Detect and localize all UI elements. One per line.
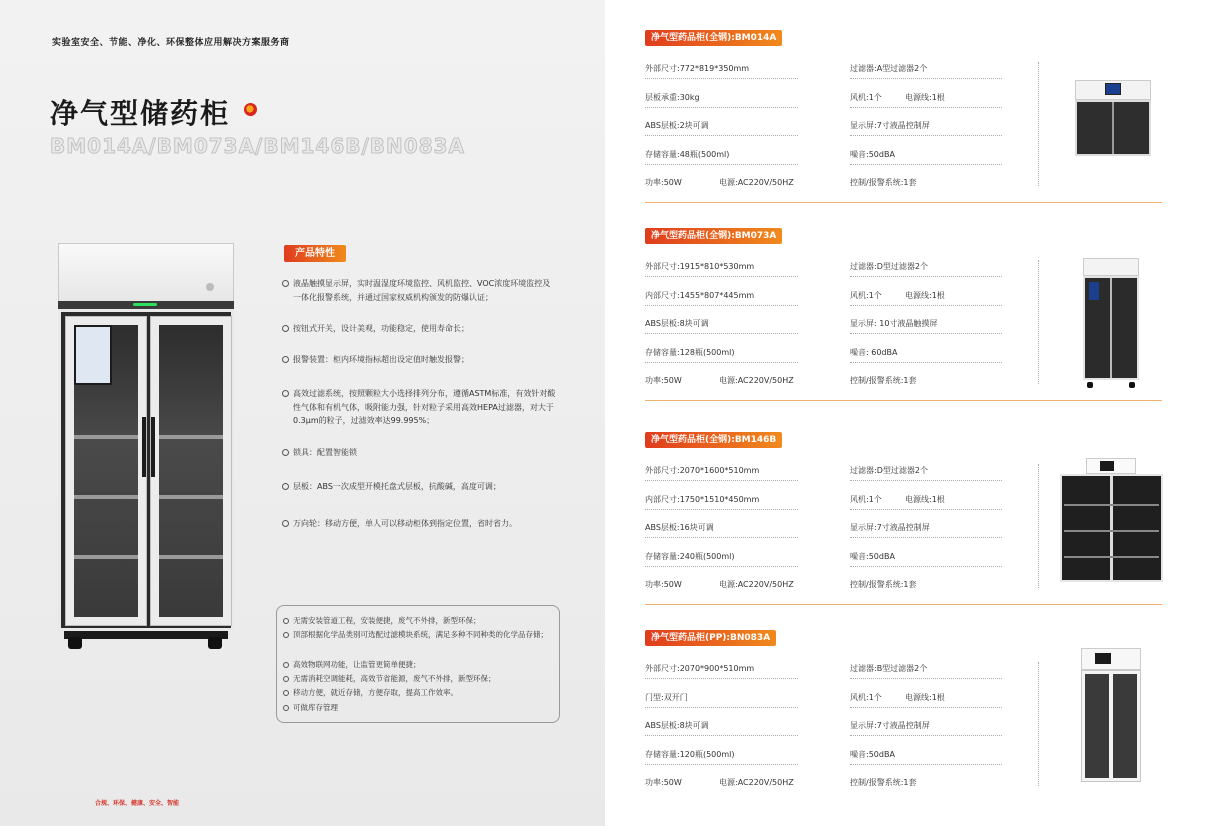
feature-item: 报警装置：柜内环境指标超出设定值时触发报警； xyxy=(282,353,557,367)
dotted-divider xyxy=(645,107,798,108)
spec-item: 显示屏:7寸液晶控制屏 xyxy=(850,121,930,130)
bullet-icon xyxy=(282,390,289,397)
spec-item: 过滤器:B型过滤器2个 xyxy=(850,664,928,673)
advantage-item: 高效物联网功能，让监管更简单便捷； xyxy=(283,659,553,671)
product-tag: 净气型药品柜(全钢):BM014A xyxy=(645,30,782,46)
dotted-divider xyxy=(645,164,798,165)
bullet-icon xyxy=(283,632,289,638)
dotted-divider xyxy=(645,305,798,306)
spec-item: 功率:50W xyxy=(645,580,682,589)
door-handle xyxy=(151,417,155,477)
spec-item: 层板承重:30kg xyxy=(645,92,700,102)
dotted-divider xyxy=(645,276,798,277)
spec-item: 过滤器:D型过滤器2个 xyxy=(850,262,928,271)
spec-item: ABS层板:8块可调 xyxy=(645,319,709,328)
caster-wheel xyxy=(208,637,222,649)
feature-item: 层板：ABS一次成型开模托盘式层板，抗酸碱，高度可调； xyxy=(282,480,557,494)
spec-item: ABS层板:8块可调 xyxy=(645,721,709,730)
spec-item: 存储容量:120瓶(500ml) xyxy=(645,749,735,759)
bullet-icon xyxy=(283,676,289,682)
spec-item: ABS层板:2块可调 xyxy=(645,121,709,130)
bullet-icon xyxy=(283,690,289,696)
door-handle xyxy=(142,417,146,477)
spec-item: 外部尺寸:772*819*350mm xyxy=(645,64,750,73)
model-list: BM014A/BM073A/BM146B/BN083A xyxy=(50,134,466,158)
section-divider xyxy=(645,400,1162,401)
spec-item: 功率:50W xyxy=(645,178,682,187)
dotted-divider xyxy=(850,164,1002,165)
dotted-divider xyxy=(645,566,798,567)
spec-item: ABS层板:16块可调 xyxy=(645,523,714,532)
feature-item: 按钮式开关，设计美观，功能稳定，使用寿命长； xyxy=(282,322,557,336)
cabinet-image xyxy=(58,243,234,648)
brand-dot-icon xyxy=(244,103,257,116)
spec-item: 电源线:1根 xyxy=(905,692,945,702)
dotted-divider xyxy=(850,305,1002,306)
spec-item: 存储容量:48瓶(500ml) xyxy=(645,149,730,159)
spec-item: 功率:50W xyxy=(645,376,682,385)
section-divider xyxy=(645,604,1162,605)
dotted-divider xyxy=(850,135,1002,136)
spec-item: 噪音:50dBA xyxy=(850,749,895,759)
bullet-icon xyxy=(283,618,289,624)
vertical-divider xyxy=(1038,260,1039,384)
bullet-icon xyxy=(282,520,289,527)
spec-item: 电源:AC220V/50HZ xyxy=(719,376,794,385)
bullet-icon xyxy=(283,705,289,711)
spec-item: 电源线:1根 xyxy=(905,290,945,300)
dotted-divider xyxy=(850,276,1002,277)
vertical-divider xyxy=(1038,62,1039,186)
spec-item: 噪音:50dBA xyxy=(850,149,895,159)
advantage-item: 可做库存管理 xyxy=(283,702,553,714)
dotted-divider xyxy=(645,707,798,708)
product-image xyxy=(1075,80,1151,156)
spec-item: 外部尺寸:1915*810*530mm xyxy=(645,262,755,271)
feature-item: 锁具：配置智能锁 xyxy=(282,446,557,460)
page-title: 净气型储药柜 xyxy=(50,97,231,130)
bullet-icon xyxy=(282,280,289,287)
spec-item: 外部尺寸:2070*900*510mm xyxy=(645,664,755,673)
spec-item: 功率:50W xyxy=(645,778,682,787)
spec-item: 控制/报警系统:1套 xyxy=(850,178,917,187)
advantage-item: 无需安装管道工程，安装便捷，废气不外排，新型环保； xyxy=(283,615,553,627)
spec-item: 电源线:1根 xyxy=(905,92,945,102)
spec-item: 门型:双开门 xyxy=(645,692,688,702)
vertical-divider xyxy=(1038,662,1039,786)
tagline: 实验室安全、节能、净化、环保整体应用解决方案服务商 xyxy=(52,38,290,48)
vertical-divider xyxy=(1038,464,1039,588)
dotted-divider xyxy=(850,509,1002,510)
spec-item: 控制/报警系统:1套 xyxy=(850,376,917,385)
dotted-divider xyxy=(850,537,1002,538)
spec-item: 风机:1个 xyxy=(850,290,882,300)
spec-item: 电源线:1根 xyxy=(905,494,945,504)
spec-item: 噪音: 60dBA xyxy=(850,347,898,357)
spec-item: 风机:1个 xyxy=(850,92,882,102)
product-tag: 净气型药品柜(全钢):BM146B xyxy=(645,432,782,448)
spec-item: 外部尺寸:2070*1600*510mm xyxy=(645,466,760,475)
product-image xyxy=(1081,648,1141,788)
spec-item: 过滤器:A型过滤器2个 xyxy=(850,64,928,73)
bullet-icon xyxy=(282,483,289,490)
dotted-divider xyxy=(850,333,1002,334)
bullet-icon xyxy=(283,662,289,668)
features-title: 产品特性 xyxy=(284,245,346,262)
spec-item: 显示屏:7寸液晶控制屏 xyxy=(850,721,930,730)
status-led xyxy=(133,303,157,306)
spec-item: 电源:AC220V/50HZ xyxy=(719,778,794,787)
spec-item: 显示屏: 10寸液晶触摸屏 xyxy=(850,319,938,328)
spec-item: 内部尺寸:1455*807*445mm xyxy=(645,290,755,300)
dotted-divider xyxy=(850,480,1002,481)
bullet-icon xyxy=(282,356,289,363)
lock-icon xyxy=(206,283,214,291)
spec-item: 噪音:50dBA xyxy=(850,551,895,561)
spec-item: 电源:AC220V/50HZ xyxy=(719,580,794,589)
spec-item: 控制/报警系统:1套 xyxy=(850,778,917,787)
bullet-icon xyxy=(282,325,289,332)
dotted-divider xyxy=(850,107,1002,108)
advantage-item: 顶部根据化学品类别可选配过滤模块系统，满足多种不同种类的化学品存储； xyxy=(283,629,553,641)
spec-item: 风机:1个 xyxy=(850,494,882,504)
spec-item: 内部尺寸:1750*1510*450mm xyxy=(645,494,760,504)
section-divider xyxy=(645,202,1162,203)
dotted-divider xyxy=(645,135,798,136)
feature-item: 液晶触摸显示屏，实时温湿度环境监控、风机监控、VOC浓度环境监控及一体化报警系统，并通过国家权威机构颁发的防爆认证； xyxy=(282,277,557,304)
feature-item: 万向轮：移动方便，单人可以移动柜体到指定位置，省时省力。 xyxy=(282,517,557,531)
product-tag: 净气型药品柜(PP):BN083A xyxy=(645,630,776,646)
spec-item: 控制/报警系统:1套 xyxy=(850,580,917,589)
dotted-divider xyxy=(850,764,1002,765)
spec-item: 存储容量:240瓶(500ml) xyxy=(645,551,735,561)
product-image xyxy=(1060,458,1163,586)
advantage-item: 无需消耗空调能耗，高效节省能源，废气不外排，新型环保； xyxy=(283,673,553,685)
spec-item: 电源:AC220V/50HZ xyxy=(719,178,794,187)
spec-item: 显示屏:7寸液晶控制屏 xyxy=(850,523,930,532)
dotted-divider xyxy=(645,764,798,765)
touchscreen-display xyxy=(74,325,112,385)
spec-item: 存储容量:128瓶(500ml) xyxy=(645,347,735,357)
dotted-divider xyxy=(850,566,1002,567)
product-tag: 净气型药品柜(全钢):BM073A xyxy=(645,228,782,244)
bullet-icon xyxy=(282,449,289,456)
feature-item: 高效过滤系统，按照颗粒大小选择排列分布，遵循ASTM标准，有效针对酸性气体和有机气体，吸附能力强，针对粒子采用高效HEPA过滤器，对大于0.3μm的粒子，过滤效率达99.995%； xyxy=(282,387,557,428)
caster-wheel xyxy=(68,637,82,649)
dotted-divider xyxy=(850,78,1002,79)
advantage-item: 移动方便，就近存储，方便存取，提高工作效率。 xyxy=(283,687,553,699)
dotted-divider xyxy=(645,78,798,79)
dotted-divider xyxy=(645,509,798,510)
dotted-divider xyxy=(645,735,798,736)
dotted-divider xyxy=(850,735,1002,736)
cabinet-door-right xyxy=(150,316,232,626)
dotted-divider xyxy=(645,537,798,538)
dotted-divider xyxy=(850,678,1002,679)
dotted-divider xyxy=(850,362,1002,363)
dotted-divider xyxy=(645,480,798,481)
footer-tags: 合规、环保、健康、安全、智能 xyxy=(95,800,180,807)
dotted-divider xyxy=(645,678,798,679)
spec-item: 风机:1个 xyxy=(850,692,882,702)
product-image xyxy=(1083,258,1139,388)
dotted-divider xyxy=(645,333,798,334)
dotted-divider xyxy=(645,362,798,363)
spec-item: 过滤器:D型过滤器2个 xyxy=(850,466,928,475)
dotted-divider xyxy=(850,707,1002,708)
cabinet-door-left xyxy=(65,316,147,626)
